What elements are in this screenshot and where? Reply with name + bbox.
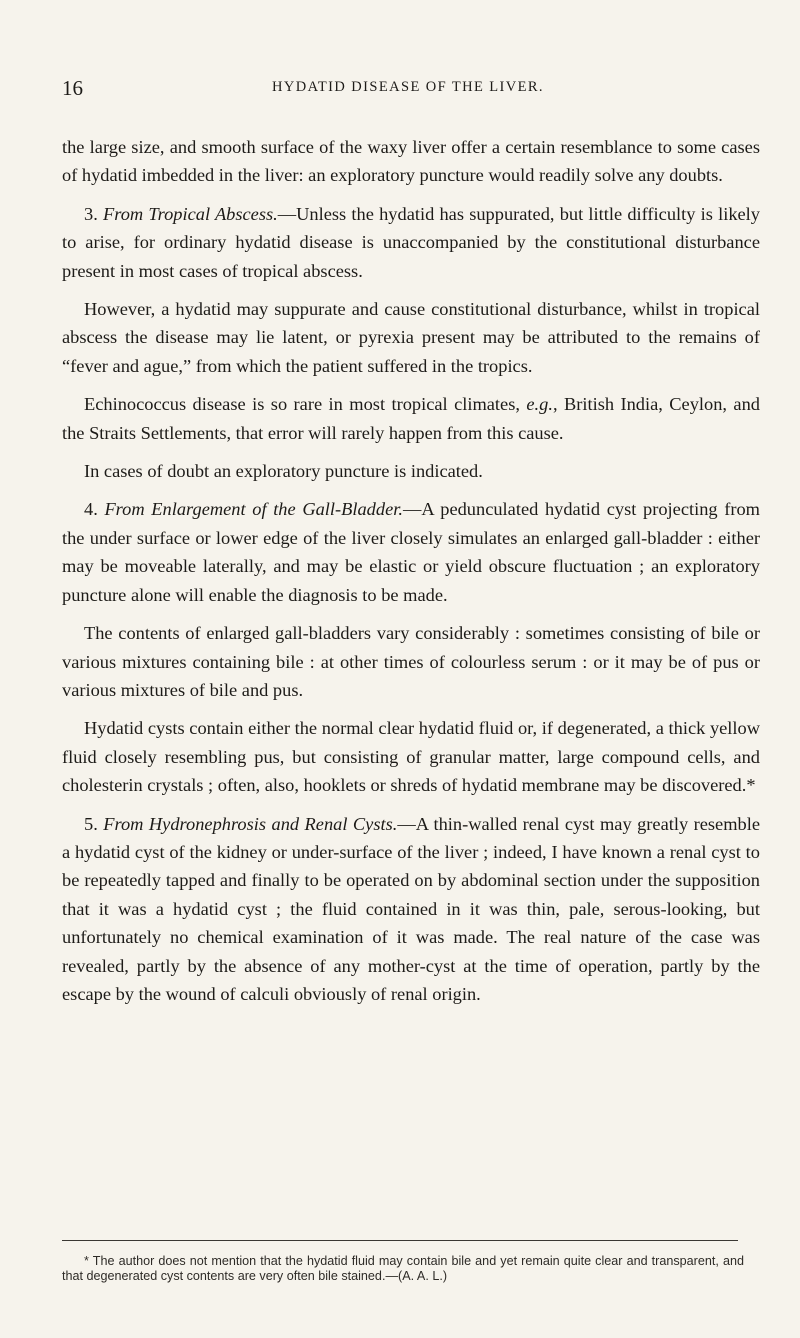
paragraph: Echinococcus disease is so rare in most tropical climates, e.g., British India, Ceylon, and the Straits Settlements, that error will rarely happen from this cause. <box>62 394 760 443</box>
page-number: 16 <box>62 76 83 100</box>
section-number: 4. <box>84 499 98 520</box>
section-number: 5. <box>84 813 98 834</box>
italic-abbreviation: e.g. <box>526 394 553 415</box>
paragraph: Hydatid cysts contain either the normal clear hydatid fluid or, if degenerated, a thick yellow fluid closely resembling pus, but consisting of granular matter, large compound cells, and cholesterin crystals ; often, also, hooklets or shreds of hydatid membrane may be discovered.* <box>62 718 760 796</box>
running-head: HYDATID DISEASE OF THE LIVER. <box>272 79 544 95</box>
footnote-divider <box>62 1240 738 1241</box>
paragraph-gall-bladder: 4. From Enlargement of the Gall-Bladder.—A pedunculated hydatid cyst projecting from the under surface or lower edge of the liver closely simulates an enlarged gall-bladder : either may be moveable laterally, and may be elastic or yield obscure fluctuation ; an exploratory puncture alone will enable the diagnosis to be made. <box>62 499 760 605</box>
paragraph-continuation: the large size, and smooth surface of the waxy liver offer a certain resemblance to some cases of hydatid imbedded in the liver: an exploratory puncture would readily solve any doubts. <box>62 137 760 186</box>
footnote <box>62 1254 744 1284</box>
page-header <box>62 76 754 100</box>
paragraph-tropical-abscess: 3. From Tropical Abscess.—Unless the hydatid has suppurated, but little difficulty is likely to arise, for ordinary hydatid disease is unaccompanied by the constitutional disturbance present in most cases of tropical abscess. <box>62 203 760 281</box>
paragraph: However, a hydatid may suppurate and cause constitutional disturbance, whilst in tropical abscess the disease may lie latent, or pyrexia present may be attributed to the remains of “fever and ague,” from which the patient suffered in the tropics. <box>62 299 760 376</box>
section-heading: From Hydronephrosis and Renal Cysts. <box>103 813 398 834</box>
section-number: 3. <box>84 203 98 224</box>
paragraph-hydronephrosis: 5. From Hydronephrosis and Renal Cysts.—A thin-walled renal cyst may greatly resemble a hydatid cyst of the kidney or under-surface of the liver ; indeed, I have known a renal cyst to be repeatedly tapped and finally to be operated on by abdominal section under the supposition that it was a hydatid cyst ; the fluid contained in it was thin, pale, serous-looking, but unfortunately no chemical examination of it was made. The real nature of the case was revealed, partly by the absence of any mother-cyst at the time of operation, partly by the escape by the wound of calculi obviously of renal origin. <box>62 813 760 1004</box>
paragraph: The contents of enlarged gall-bladders vary considerably : sometimes consisting of bile or various mixtures containing bile : at other times of colourless serum : or it may be of pus or various mixtures of bile and pus. <box>62 623 760 700</box>
body-text <box>62 133 760 1018</box>
section-heading: From Enlargement of the Gall-Bladder. <box>104 499 403 520</box>
section-heading: From Tropical Abscess. <box>103 203 278 224</box>
paragraph: In cases of doubt an exploratory puncture is indicated. <box>84 461 483 482</box>
footnote-text: * The author does not mention that the hydatid fluid may contain bile and yet remain quite clear and transparent, and that degenerated cyst contents are very often bile stained.—(A. A. L.) <box>62 1254 744 1283</box>
